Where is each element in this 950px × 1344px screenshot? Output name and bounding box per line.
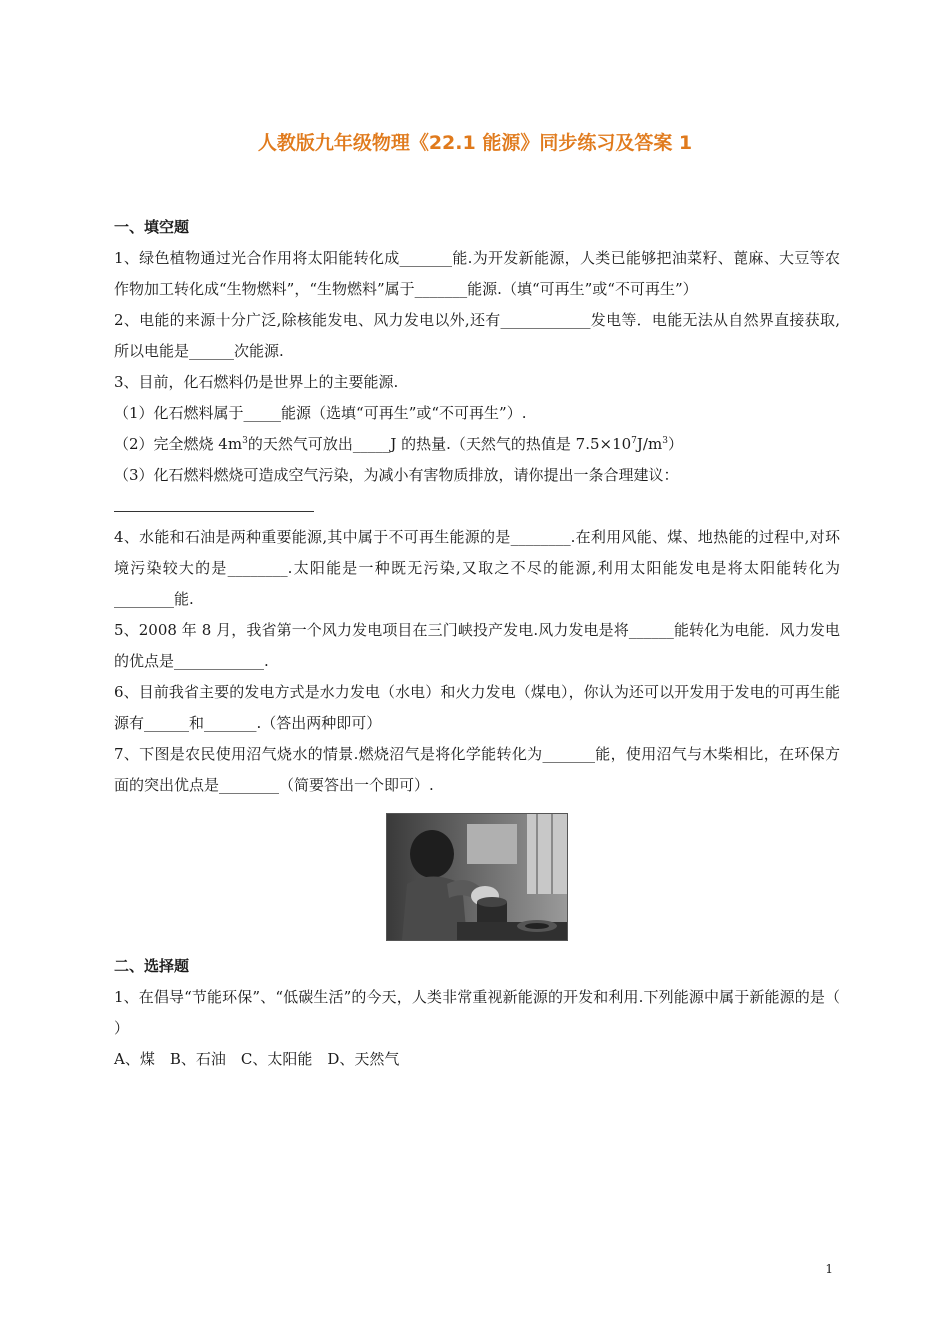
question-1-3-part-3: （3）化石燃料燃烧可造成空气污染，为减小有害物质排放，请你提出一条合理建议：: [114, 466, 679, 484]
section-heading-multiple-choice: 二、选择题: [114, 957, 190, 975]
question-2-1-choices: A、煤 B、石油 C、太阳能 D、天然气: [114, 1050, 400, 1068]
question-1-5: 5、2008 年 8 月，我省第一个风力发电项目在三门峡投产发电.风力发电是将______能转化为电能．风力发电的优点是____________.: [114, 621, 840, 670]
question-1-2: 2、电能的来源十分广泛,除核能发电、风力发电以外,还有____________发电等．电能无法从自然界直接获取,所以电能是______次能源.: [114, 311, 840, 360]
biogas-cooking-photo: [386, 813, 568, 941]
answer-blank-line: [114, 491, 840, 522]
question-1-4: 4、水能和石油是两种重要能源,其中属于不可再生能源的是________.在利用风能、煤、地热能的过程中,对环境污染较大的是________.太阳能是一种既无污染,又取之不尽的能源,利用太阳能发电是将太阳能转化为________能.: [114, 528, 840, 608]
q3-2-sup-1: 3: [242, 436, 248, 446]
q3-2-text-d: ）: [667, 435, 683, 453]
document-body: [114, 212, 840, 1075]
q3-2-text-b: 的天然气可放出_____J 的热量.（天然气的热值是 7.5×10: [247, 435, 632, 453]
q3-2-sup-3: 3: [662, 436, 668, 446]
q3-2-text-a: （2）完全燃烧 4m: [114, 435, 243, 453]
question-1-1: 1、绿色植物通过光合作用将太阳能转化成_______能.为开发新能源，人类已能够把油菜籽、蓖麻、大豆等农作物加工转化成“生物燃料”，“生物燃料”属于_______能源.（填“可再生”或“不可再生”）: [114, 249, 840, 298]
question-1-7: 7、下图是农民使用沼气烧水的情景.燃烧沼气是将化学能转化为_______能，使用沼气与木柴相比，在环保方面的突出优点是________（简要答出一个即可）.: [114, 745, 840, 794]
question-1-3: 3、目前，化石燃料仍是世界上的主要能源.: [114, 373, 399, 391]
question-1-3-part-1: （1）化石燃料属于_____能源（选填“可再生”或“不可再生”）.: [114, 404, 527, 422]
q3-2-text-c: J/m: [636, 435, 663, 453]
question-2-1: 1、在倡导“节能环保”、“低碳生活”的今天，人类非常重视新能源的开发和利用.下列能源中属于新能源的是（ ）: [114, 988, 840, 1037]
question-1-3-part-2: [114, 429, 840, 460]
question-1-6: 6、目前我省主要的发电方式是水力发电（水电）和火力发电（煤电），你认为还可以开发用于发电的可再生能源有______和_______.（答出两种即可）: [114, 683, 840, 732]
document-title: 人教版九年级物理《22.1 能源》同步练习及答案 1: [257, 132, 693, 154]
q3-2-sup-2: 7: [631, 436, 637, 446]
section-heading-fill-in: 一、填空题: [114, 218, 190, 236]
photo-container: [114, 813, 840, 941]
page-number: 1: [825, 1262, 833, 1276]
